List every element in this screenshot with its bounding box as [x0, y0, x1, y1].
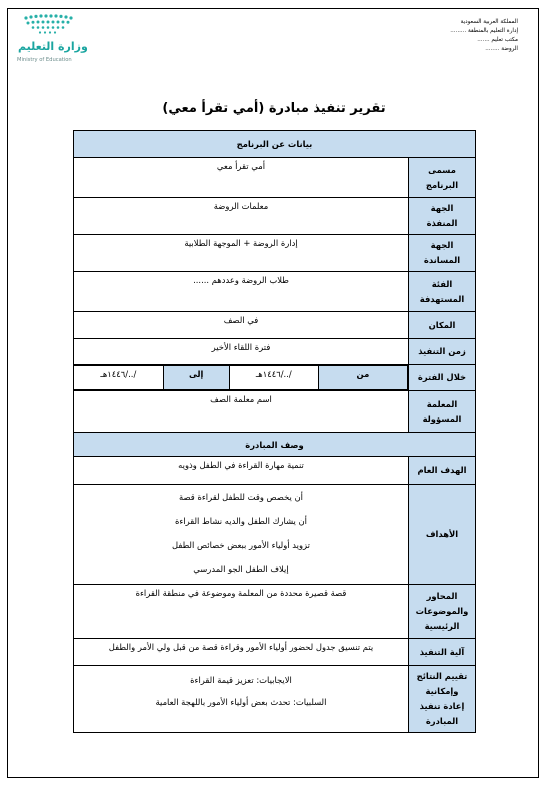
header-line: إدارة التعليم بالمنطقة .........: [450, 28, 518, 34]
value-target-group: طلاب الروضة وعددهم ......: [74, 272, 409, 312]
value-themes: قصة قصيرة محددة من المعلمة وموضوعة في منطقة القراءة: [74, 585, 409, 639]
goal-item: أن يشارك الطفل والديه نشاط القراءة: [174, 516, 308, 526]
value-teacher: اسم معلمة الصف: [74, 391, 409, 433]
label-target-group: الفئة المستهدفة: [409, 272, 476, 312]
goal-item: تزويد أولياء الأمور ببعض خصائص الطفل: [171, 540, 310, 550]
section-initiative-description: وصف المبادرة: [74, 433, 476, 457]
header-line: المملكة العربية السعودية: [460, 19, 518, 25]
label-period: خلال الفترة: [409, 365, 476, 391]
period-from-label: من: [318, 366, 407, 390]
goals-list: [74, 485, 409, 585]
label-evaluation: تقييم النتائج وإمكانية إعادة تنفيذ المبادرة: [409, 666, 476, 733]
value-executing-body: معلمات الروضة: [74, 198, 409, 235]
period-cell: [74, 365, 409, 391]
label-general-goal: الهدف العام: [409, 457, 476, 485]
label-mechanism: آلية التنفيذ: [409, 639, 476, 666]
label-executing-body: الجهة المنفذة: [409, 198, 476, 235]
period-from-value: /../١٤٤٦هـ: [229, 366, 318, 390]
label-time: زمن التنفيذ: [409, 339, 476, 365]
value-general-goal: تنمية مهارة القراءة في الطفل وذويه: [74, 457, 409, 485]
evaluation-cell: [74, 666, 409, 733]
logo-dots-icon: [16, 12, 86, 42]
logo-subtitle: Ministry of Education: [17, 57, 72, 63]
header-info: [408, 18, 518, 54]
period-to-value: /../١٤٤٦هـ: [74, 366, 163, 390]
label-place: المكان: [409, 312, 476, 339]
goal-item: أن يخصص وقت للطفل لقراءة قصة: [179, 492, 303, 502]
label-teacher: المعلمة المسؤولة: [409, 391, 476, 433]
document-title: تقرير تنفيذ مبادرة (أمي تقرأ معي): [162, 101, 386, 116]
section-program-info: بيانات عن البرنامج: [74, 131, 476, 158]
evaluation-positives: الايجابيات: تعزيز قيمة القراءة: [190, 675, 292, 685]
value-mechanism: يتم تنسيق جدول لحضور أولياء الأمور وقراءة قصة من قبل ولي الأمر والطفل: [74, 639, 409, 666]
value-supporting-body: إدارة الروضة + الموجهة الطلابية: [74, 235, 409, 272]
evaluation-negatives: السلبيات: تحدث بعض أولياء الأمور باللهجة العامية: [155, 697, 327, 707]
label-program-name: مسمى البرنامج: [409, 158, 476, 198]
header-line: الروضة ........: [485, 46, 518, 52]
value-program-name: أمي تقرأ معي: [74, 158, 409, 198]
header-line: مكتب تعليم .......: [477, 37, 518, 43]
period-table: [74, 365, 408, 390]
logo-title: وزارة التعليم: [18, 40, 88, 53]
period-to-label: إلى: [163, 366, 229, 390]
value-place: في الصف: [74, 312, 409, 339]
goal-item: إيلاف الطفل الجو المدرسي: [193, 564, 289, 574]
report-table: [73, 130, 476, 733]
label-supporting-body: الجهة المساندة: [409, 235, 476, 272]
label-goals: الأهداف: [409, 485, 476, 585]
label-themes: المحاور والموضوعات الرئيسية: [409, 585, 476, 639]
value-time: فترة اللقاء الأخير: [74, 339, 409, 365]
